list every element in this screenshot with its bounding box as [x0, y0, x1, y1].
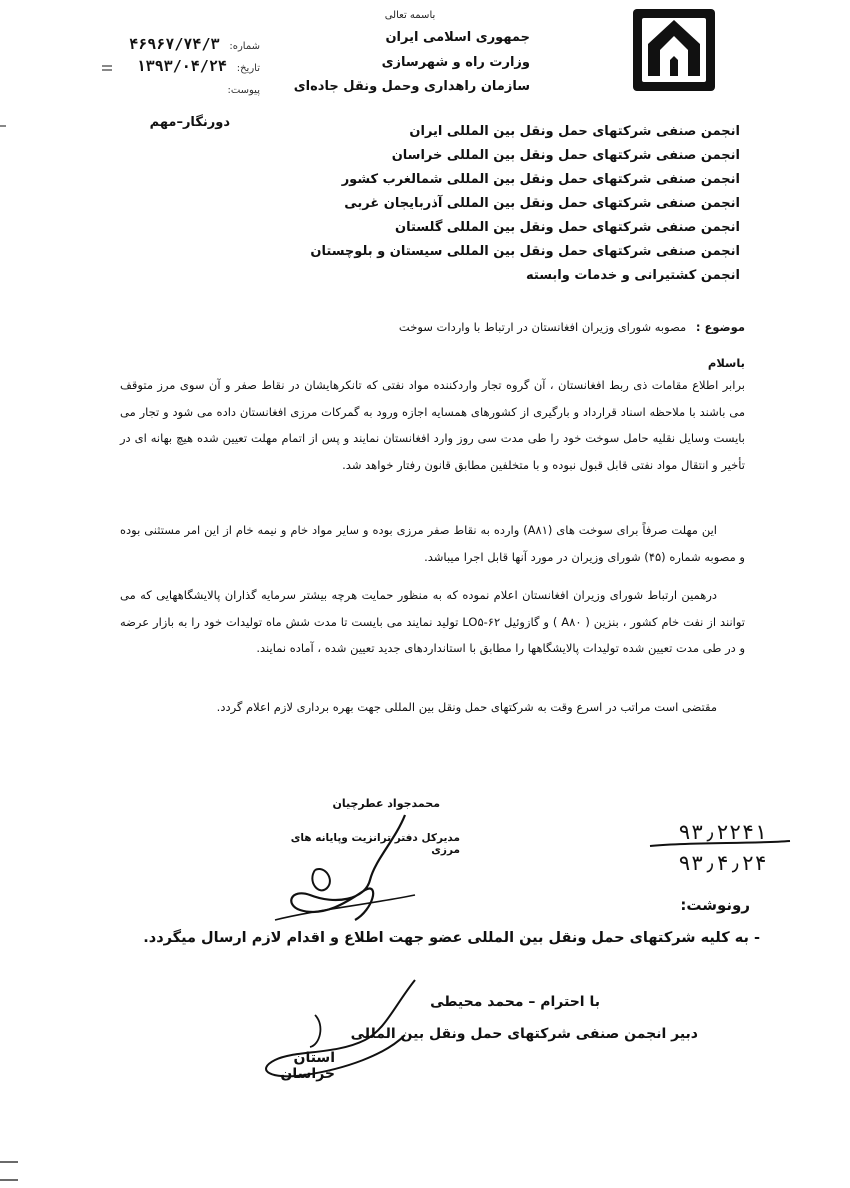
greeting: باسلام [707, 356, 745, 370]
country-name: جمهوری اسلامی ایران [385, 30, 530, 45]
subject-text: مصوبه شورای وزیران افغانستان در ارتباط با واردات سوخت [398, 320, 687, 334]
letter-attachment-label: پیوست: [227, 85, 260, 96]
closing-regards: با احترام – محمد محیطی [430, 994, 600, 1010]
ministry-name: وزارت راه و شهرسازی [381, 55, 530, 70]
sender-province: استان خراسان [280, 1050, 335, 1082]
recipient-item: انجمن صنفی شرکتهای حمل ونقل بین المللی سیستان و بلوچستان [310, 244, 740, 259]
body-paragraph-2: این مهلت صرفاً برای سوخت های (A۸۱) وارده به نقاط صفر مرزی بوده و سایر مواد خام و نیمه خام از این امر مستثنی بوده و مصوبه شماره (۴۵) شورای وزیران در مورد آنها قابل اجرا میباشد. [120, 523, 745, 564]
letter-number-value: ۴۶۹۶۷/۷۴/۳ [129, 35, 220, 53]
cc-label: رونوشت: [680, 896, 750, 914]
body-paragraph-4: مقتضی است مراتب در اسرع وقت به شرکتهای حمل ونقل بین المللی جهت بهره برداری لازم اعلام گردد. [216, 700, 717, 714]
recipient-item: انجمن صنفی شرکتهای حمل ونقل بین المللی گلستان [395, 220, 740, 235]
letter-date-label: تاریخ: [236, 63, 260, 74]
urgency-note: دورنگار–مهم [149, 115, 230, 130]
handwritten-registration-number: ۹۳٫۲۲۴۱ [678, 820, 767, 844]
recipient-item: انجمن صنفی شرکتهای حمل ونقل بین المللی شمالغرب کشور [341, 172, 740, 187]
signer-name: محمدجواد عطرچیان [332, 797, 440, 810]
bismillah-text: باسمه تعالی [384, 10, 436, 21]
letter-date-value: ۱۳۹۳/۰۴/۲۴ [136, 57, 227, 75]
body-paragraph-3: درهمین ارتباط شورای وزیران افغانستان اعلام نموده که به منظور حمایت هرچه بیشتر سرمایه گذاران پالایشگاههایی که می توانند از نفت خام کشور ، بنزین ( A۸۰ ) و گازوئیل LO۵-۶۲ تولید نمایند می بایست تا مدت شش ماه تولیدات خود را به بازار عرضه و در طی مدت تعیین شده تولیدات پالایشگاهها را مطابق با استانداردهای جدید تعیین شده ، آماده نمایند. [120, 588, 745, 655]
sender-title: دبیر انجمن صنفی شرکتهای حمل ونقل بین المللی [350, 1026, 698, 1042]
subject-label: موضوع : [695, 320, 745, 334]
handwritten-registration-date: ۹۳٫۴٫۲۴ [678, 851, 767, 875]
recipient-item: انجمن صنفی شرکتهای حمل ونقل بین المللی ایران [409, 124, 740, 139]
letter-number-label: شماره: [229, 41, 260, 52]
recipient-item: انجمن صنفی شرکتهای حمل ونقل بین المللی آذربایجان غربی [344, 196, 740, 211]
organization-name: سازمان راهداری وحمل ونقل جاده‌ای [293, 79, 530, 94]
cc-text: - به کلیه شرکتهای حمل ونقل بین المللی عضو جهت اطلاع و اقدام لازم ارسال میگردد. [143, 930, 760, 946]
recipient-item: انجمن کشتیرانی و خدمات وابسته [526, 268, 740, 283]
body-paragraph-1: برابر اطلاع مقامات ذی ربط افغانستان ، آن گروه تجار واردکننده مواد نفتی که تانکرهایشان در نقاط صفر و آن سوی مرز متوقف می باشند با ملاحظه اسناد قرارداد و بارگیری از کشورهای همسایه اجازه ورود به گمرکات مرزی افغانستان داده می شود و تجار می بایست وسایل نقلیه حامل سوخت خود را طی مدت سی روز وارد افغانستان نمایند و پس از اتمام مهلت تعیین شده هیچ بهانه ای در تأخیر و انتقال مواد نفتی قابل قبول نبوده و با متخلفین مطابق قانون رفتار خواهد شد. [120, 378, 745, 472]
recipient-item: انجمن صنفی شرکتهای حمل ونقل بین المللی خراسان [391, 148, 740, 163]
signer-title: مدیرکل دفتر ترانزیت وپایانه های مرزی [290, 832, 460, 856]
